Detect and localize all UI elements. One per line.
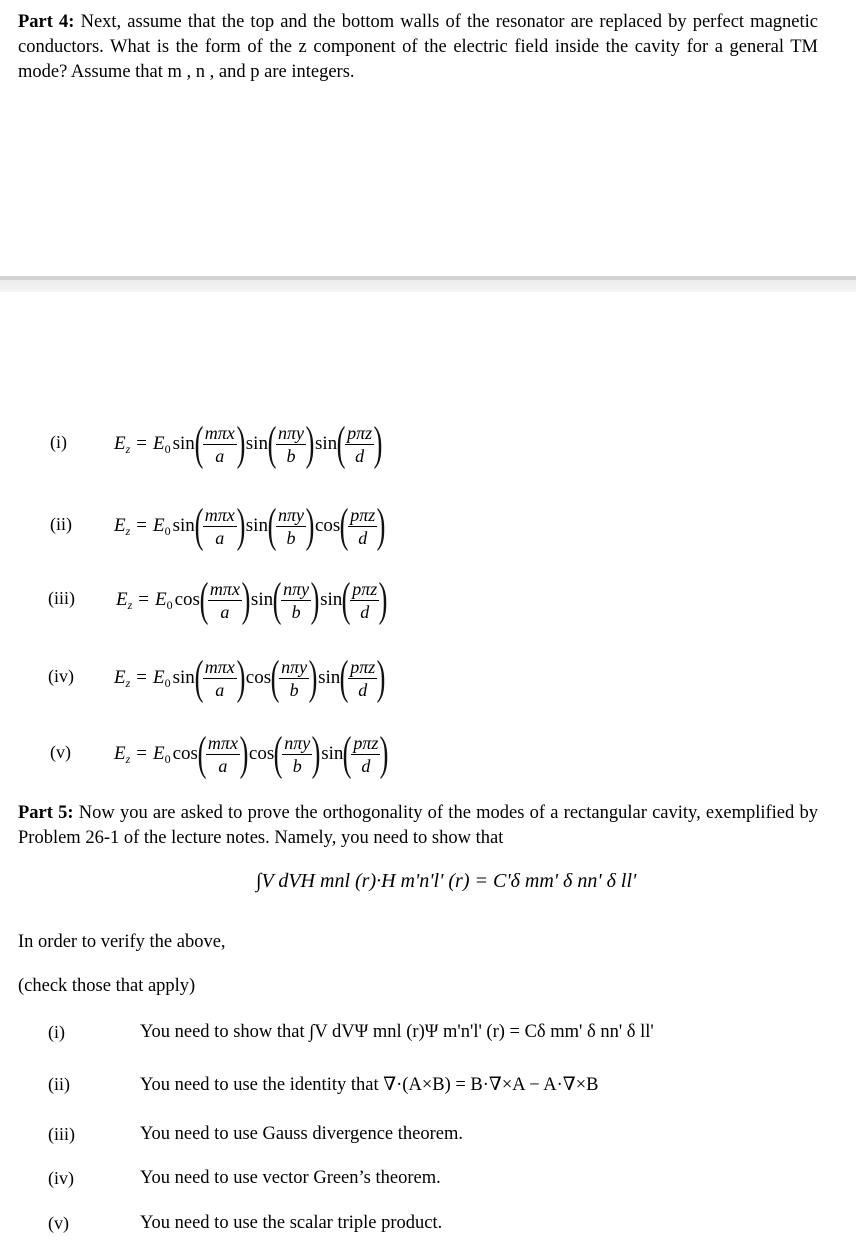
left-paren: ( [336, 417, 346, 470]
trig-function: sin [321, 743, 344, 764]
fraction-numerator: mπx [209, 578, 240, 599]
field-symbol: E [114, 743, 126, 764]
option-label: (v) [50, 742, 71, 762]
option-label: (ii) [50, 514, 72, 534]
right-paren: ) [376, 499, 386, 552]
fraction-denominator: d [358, 679, 368, 700]
right-paren: ) [241, 573, 251, 626]
verify-text: In order to verify the above, [18, 932, 226, 952]
equals-sign: = [136, 515, 147, 536]
left-paren: ( [267, 499, 277, 552]
option-label: (i) [50, 432, 67, 452]
trig-function: cos [245, 667, 272, 688]
right-paren: ) [236, 499, 246, 552]
subscript-0: 0 [164, 441, 171, 456]
check-instruction: (check those that apply) [18, 976, 196, 996]
equals-sign: = [136, 433, 147, 454]
amplitude-symbol: E [153, 667, 165, 688]
fraction [206, 732, 240, 777]
fraction-numerator: pπz [353, 732, 379, 753]
field-symbol: E [114, 433, 126, 454]
option-equation [114, 722, 387, 786]
trig-function: sin [172, 667, 195, 688]
left-paren: ( [341, 573, 351, 626]
trig-function: sin [250, 589, 274, 610]
fraction-denominator: a [218, 755, 228, 776]
field-symbol: E [114, 667, 126, 688]
left-paren: ( [194, 417, 204, 470]
fraction-denominator: b [286, 527, 296, 548]
item-text: You need to use the identity that ∇·(A×B) = B·∇×A − A·∇×B [140, 1075, 599, 1095]
part5-text: Now you are asked to prove the orthogonality of the modes of a rectangular cavity, exemplified by Problem 26-1 of the lecture notes. Namely, you need to show that [18, 803, 818, 848]
orthogonality-equation [256, 870, 636, 893]
section-divider [0, 276, 856, 292]
fraction-denominator: d [361, 755, 371, 776]
item-text: You need to use vector Green’s theorem. [140, 1168, 441, 1188]
item-label: (iv) [48, 1168, 74, 1188]
right-paren: ) [310, 573, 320, 626]
trig-function: cos [314, 515, 341, 536]
fraction-denominator: b [291, 601, 301, 622]
fraction [203, 422, 237, 467]
option-equation [116, 568, 386, 632]
fraction [281, 578, 311, 623]
item-label: (iii) [48, 1124, 75, 1144]
right-paren: ) [305, 417, 315, 470]
right-paren: ) [239, 727, 249, 780]
subscript-z: z [125, 751, 131, 766]
amplitude-symbol: E [153, 515, 165, 536]
right-paren: ) [236, 651, 246, 704]
right-paren: ) [311, 727, 321, 780]
fraction [276, 504, 306, 549]
fraction-denominator: b [292, 755, 302, 776]
right-paren: ) [308, 651, 318, 704]
right-paren: ) [376, 651, 386, 704]
fraction [203, 504, 237, 549]
fraction-denominator: a [220, 601, 230, 622]
fraction [279, 656, 309, 701]
fraction-denominator: d [360, 601, 370, 622]
subscript-0: 0 [164, 675, 171, 690]
left-paren: ( [194, 499, 204, 552]
subscript-0: 0 [166, 597, 173, 612]
field-symbol: E [116, 589, 128, 610]
fraction-denominator: a [215, 527, 225, 548]
fraction-denominator: a [215, 445, 225, 466]
option-equation [114, 494, 384, 558]
subscript-z: z [125, 441, 131, 456]
fraction-numerator: mπx [204, 656, 235, 677]
equals-sign: = [136, 667, 147, 688]
left-paren: ( [343, 727, 352, 780]
subscript-0: 0 [164, 751, 171, 766]
right-paren: ) [236, 417, 246, 470]
subscript-z: z [125, 675, 131, 690]
fraction-numerator: nπy [283, 578, 310, 599]
trig-function: sin [320, 589, 343, 610]
fraction [348, 504, 377, 549]
trig-function: sin [245, 515, 268, 536]
trig-function: sin [318, 667, 341, 688]
trig-function: cos [174, 589, 200, 610]
item-text: You need to show that ∫V dVΨ mnl (r)Ψ m'n'l' (r) = Cδ mm' δ nn' δ ll' [140, 1022, 654, 1042]
amplitude-symbol: E [153, 743, 165, 764]
part4-question [18, 10, 818, 85]
option-label: (iv) [48, 666, 74, 686]
trig-function: sin [314, 433, 338, 454]
fraction-numerator: pπz [347, 422, 373, 443]
item-text: You need to use Gauss divergence theorem. [140, 1124, 464, 1144]
fraction-numerator: pπz [352, 578, 378, 599]
left-paren: ( [272, 573, 282, 626]
left-paren: ( [267, 417, 277, 470]
left-paren: ( [339, 499, 349, 552]
fraction-numerator: nπy [281, 656, 308, 677]
subscript-z: z [125, 523, 131, 538]
fraction [203, 656, 237, 701]
option-label: (iii) [48, 588, 75, 608]
left-paren: ( [339, 651, 349, 704]
trig-function: sin [172, 515, 195, 536]
right-paren: ) [305, 499, 315, 552]
subscript-0: 0 [164, 523, 171, 538]
part5-heading: Part 5: [18, 803, 74, 823]
trig-function: cos [172, 743, 198, 764]
fraction [276, 422, 306, 467]
fraction-numerator: nπy [277, 504, 304, 525]
equals-sign: = [138, 589, 149, 610]
left-paren: ( [273, 727, 283, 780]
part4-text: Next, assume that the top and the bottom walls of the resonator are replaced by perfect magnetic conductors. What is the form of the z component of the electric field inside the cavity for a general TM mode? Assume that m , n , and p are integers. [18, 12, 818, 82]
equals-sign: = [136, 743, 147, 764]
fraction-numerator: mπx [204, 422, 235, 443]
item-text: You need to use the scalar triple product. [140, 1213, 443, 1233]
fraction [345, 422, 374, 467]
option-equation [114, 412, 381, 476]
fraction [351, 732, 380, 777]
fraction-denominator: d [358, 527, 368, 548]
right-paren: ) [373, 417, 383, 470]
fraction-numerator: mπx [207, 732, 238, 753]
left-paren: ( [199, 573, 209, 626]
amplitude-symbol: E [153, 433, 165, 454]
fraction-numerator: nπy [284, 732, 311, 753]
right-paren: ) [380, 727, 389, 780]
subscript-z: z [127, 597, 133, 612]
fraction-denominator: b [289, 679, 299, 700]
amplitude-symbol: E [155, 589, 167, 610]
item-label: (i) [48, 1022, 65, 1042]
fraction [348, 656, 377, 701]
part4-heading: Part 4: [18, 12, 75, 32]
fraction [282, 732, 312, 777]
item-label: (v) [48, 1213, 69, 1233]
fraction-numerator: nπy [277, 422, 304, 443]
part5-question [18, 801, 818, 851]
right-paren: ) [378, 573, 388, 626]
fraction-numerator: pπz [350, 656, 376, 677]
field-symbol: E [114, 515, 126, 536]
fraction-numerator: pπz [350, 504, 376, 525]
left-paren: ( [197, 727, 207, 780]
fraction [208, 578, 242, 623]
fraction-numerator: mπx [204, 504, 235, 525]
orthogonality-equation-text: ∫V dVH mnl (r)·H m'n'l' (r) = C'δ mm' δ nn' δ ll' [256, 870, 637, 892]
fraction-denominator: b [286, 445, 296, 466]
fraction [350, 578, 379, 623]
item-label: (ii) [48, 1074, 70, 1094]
fraction-denominator: d [355, 445, 365, 466]
trig-function: cos [248, 743, 275, 764]
fraction-denominator: a [215, 679, 225, 700]
trig-function: sin [172, 433, 195, 454]
trig-function: sin [245, 433, 268, 454]
option-equation [114, 646, 384, 710]
left-paren: ( [194, 651, 204, 704]
left-paren: ( [270, 651, 280, 704]
